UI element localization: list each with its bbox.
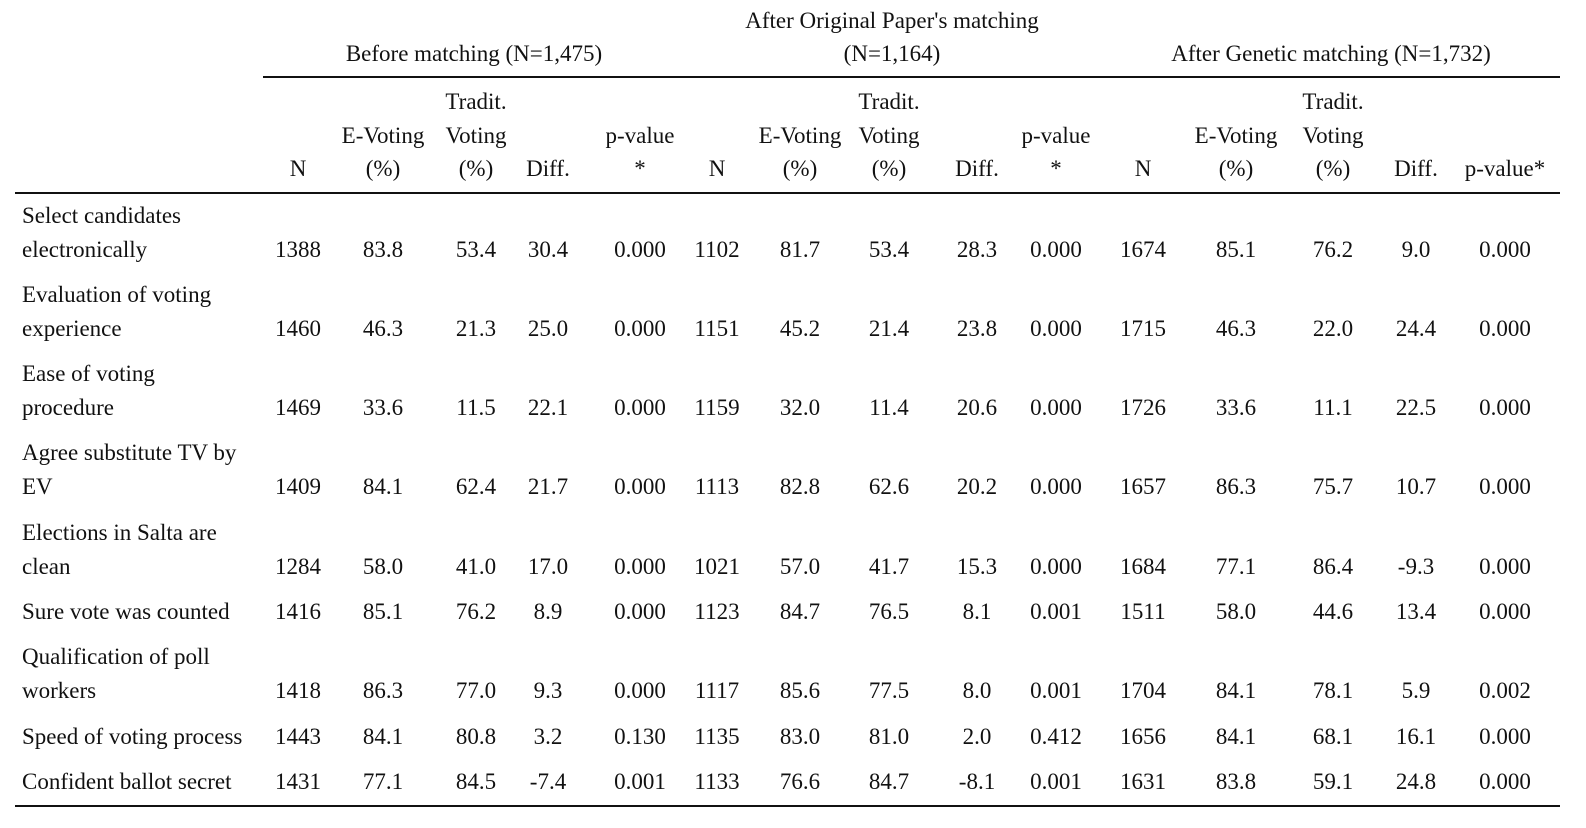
cell-diff-genetic: 24.8 xyxy=(1395,769,1437,794)
col-header-ev: E-Voting xyxy=(341,123,425,148)
col-header-n: N xyxy=(289,156,307,181)
row-label: Qualification of poll xyxy=(22,644,210,669)
cell-diff-genetic: 13.4 xyxy=(1395,599,1437,624)
cell-ev-before: 58.0 xyxy=(362,554,404,579)
cell-tv-genetic: 68.1 xyxy=(1312,724,1354,749)
cell-ev-original: 76.6 xyxy=(779,769,821,794)
cell-diff-before: 9.3 xyxy=(533,678,563,703)
cell-tv-genetic: 22.0 xyxy=(1312,316,1354,341)
cell-tv-genetic: 75.7 xyxy=(1312,474,1354,499)
row-label: Confident ballot secret xyxy=(22,769,232,794)
col-header-tv-2: Voting xyxy=(445,123,507,148)
cell-diff-before: 17.0 xyxy=(527,554,569,579)
cell-tv-before: 62.4 xyxy=(455,474,497,499)
cell-pvalue-original: 0.000 xyxy=(1030,395,1082,420)
col-header-ev: E-Voting xyxy=(1194,123,1278,148)
cell-n-genetic: 1715 xyxy=(1120,316,1166,341)
col-header-tv-unit: (%) xyxy=(871,156,907,181)
cell-ev-genetic: 86.3 xyxy=(1215,474,1257,499)
cell-ev-original: 81.7 xyxy=(779,237,821,262)
col-header-tv: Tradit. xyxy=(1302,89,1364,114)
cell-tv-before: 77.0 xyxy=(455,678,497,703)
cell-pvalue-before: 0.000 xyxy=(614,599,666,624)
cell-n-genetic: 1657 xyxy=(1120,474,1166,499)
col-header-diff: Diff. xyxy=(526,156,570,181)
cell-n-genetic: 1704 xyxy=(1120,678,1166,703)
cell-pvalue-genetic: 0.000 xyxy=(1479,724,1531,749)
cell-tv-original: 11.4 xyxy=(869,395,909,420)
row-label-continued: EV xyxy=(22,474,53,499)
cell-n-genetic: 1656 xyxy=(1120,724,1166,749)
cell-diff-genetic: 16.1 xyxy=(1395,724,1437,749)
cell-pvalue-before: 0.000 xyxy=(614,395,666,420)
cell-n-before: 1460 xyxy=(275,316,321,341)
cell-ev-genetic: 77.1 xyxy=(1215,554,1257,579)
group-header-original-line1: After Original Paper's matching xyxy=(745,8,1039,33)
cell-diff-before: 25.0 xyxy=(527,316,569,341)
row-label-continued: clean xyxy=(22,554,71,579)
col-header-pvalue-star: * xyxy=(1050,156,1062,181)
cell-pvalue-before: 0.000 xyxy=(614,474,666,499)
cell-tv-original: 41.7 xyxy=(868,554,910,579)
cell-n-original: 1123 xyxy=(694,599,740,624)
cell-n-original: 1133 xyxy=(694,769,740,794)
row-label: Sure vote was counted xyxy=(22,599,230,624)
cell-pvalue-genetic: 0.002 xyxy=(1479,678,1531,703)
cell-tv-original: 21.4 xyxy=(868,316,910,341)
cell-ev-genetic: 58.0 xyxy=(1215,599,1257,624)
cell-diff-original: 2.0 xyxy=(962,724,992,749)
row-label: Agree substitute TV by xyxy=(22,440,237,465)
cell-diff-genetic: -9.3 xyxy=(1397,554,1435,579)
cell-tv-before: 76.2 xyxy=(455,599,497,624)
cell-ev-before: 86.3 xyxy=(362,678,404,703)
cell-tv-genetic: 11.1 xyxy=(1313,395,1353,420)
cell-tv-genetic: 44.6 xyxy=(1312,599,1354,624)
cell-ev-before: 77.1 xyxy=(362,769,404,794)
cell-pvalue-before: 0.000 xyxy=(614,554,666,579)
header-rule xyxy=(15,192,1560,194)
cell-pvalue-genetic: 0.000 xyxy=(1479,237,1531,262)
col-header-tv-unit: (%) xyxy=(1315,156,1351,181)
cell-ev-before: 84.1 xyxy=(362,474,404,499)
cell-ev-original: 85.6 xyxy=(779,678,821,703)
cell-n-before: 1284 xyxy=(275,554,321,579)
cell-pvalue-genetic: 0.000 xyxy=(1479,599,1531,624)
cell-ev-genetic: 84.1 xyxy=(1215,724,1257,749)
col-header-tv-2: Voting xyxy=(858,123,920,148)
col-header-pvalue: p-value xyxy=(605,123,675,148)
col-header-ev-unit: (%) xyxy=(1218,156,1254,181)
cell-pvalue-original: 0.412 xyxy=(1030,724,1082,749)
cell-n-original: 1113 xyxy=(694,474,740,499)
group-header-rule xyxy=(263,76,1560,78)
group-header-genetic: After Genetic matching (N=1,732) xyxy=(1171,41,1491,66)
col-header-ev-unit: (%) xyxy=(365,156,401,181)
col-header-ev: E-Voting xyxy=(758,123,842,148)
cell-pvalue-original: 0.000 xyxy=(1030,237,1082,262)
cell-n-original: 1021 xyxy=(694,554,740,579)
cell-pvalue-original: 0.001 xyxy=(1030,678,1082,703)
cell-diff-genetic: 22.5 xyxy=(1395,395,1437,420)
cell-ev-before: 84.1 xyxy=(362,724,404,749)
cell-pvalue-before: 0.000 xyxy=(614,678,666,703)
col-header-diff: Diff. xyxy=(955,156,999,181)
cell-ev-original: 45.2 xyxy=(779,316,821,341)
bottom-rule xyxy=(15,805,1560,807)
cell-n-original: 1135 xyxy=(694,724,740,749)
cell-ev-original: 32.0 xyxy=(779,395,821,420)
cell-diff-original: 20.6 xyxy=(956,395,998,420)
cell-pvalue-genetic: 0.000 xyxy=(1479,554,1531,579)
group-header-before: Before matching (N=1,475) xyxy=(345,41,603,66)
cell-tv-genetic: 86.4 xyxy=(1312,554,1354,579)
cell-n-original: 1151 xyxy=(694,316,740,341)
cell-n-genetic: 1726 xyxy=(1120,395,1166,420)
cell-n-before: 1431 xyxy=(275,769,321,794)
cell-pvalue-original: 0.000 xyxy=(1030,474,1082,499)
cell-diff-genetic: 9.0 xyxy=(1401,237,1431,262)
col-header-tv-unit: (%) xyxy=(458,156,494,181)
cell-ev-original: 83.0 xyxy=(779,724,821,749)
row-label: Elections in Salta are xyxy=(22,520,217,545)
cell-pvalue-genetic: 0.000 xyxy=(1479,316,1531,341)
group-header-original-line2: (N=1,164) xyxy=(843,41,941,66)
row-label-continued: electronically xyxy=(22,237,148,262)
cell-pvalue-before: 0.001 xyxy=(614,769,666,794)
cell-ev-genetic: 46.3 xyxy=(1215,316,1257,341)
row-label: Speed of voting process xyxy=(22,724,243,749)
cell-diff-before: 3.2 xyxy=(533,724,563,749)
cell-tv-before: 84.5 xyxy=(455,769,497,794)
col-header-pvalue: p-value* xyxy=(1464,156,1546,181)
cell-diff-original: 8.1 xyxy=(962,599,992,624)
cell-diff-genetic: 5.9 xyxy=(1401,678,1431,703)
cell-pvalue-original: 0.000 xyxy=(1030,316,1082,341)
row-label-continued: workers xyxy=(22,678,97,703)
col-header-n: N xyxy=(1134,156,1152,181)
col-header-pvalue: p-value xyxy=(1021,123,1091,148)
cell-pvalue-original: 0.001 xyxy=(1030,599,1082,624)
cell-n-before: 1409 xyxy=(275,474,321,499)
cell-tv-genetic: 59.1 xyxy=(1312,769,1354,794)
cell-ev-before: 46.3 xyxy=(362,316,404,341)
cell-tv-before: 80.8 xyxy=(455,724,497,749)
cell-tv-original: 81.0 xyxy=(868,724,910,749)
cell-pvalue-genetic: 0.000 xyxy=(1479,474,1531,499)
col-header-tv: Tradit. xyxy=(445,89,507,114)
cell-tv-original: 62.6 xyxy=(868,474,910,499)
cell-n-genetic: 1511 xyxy=(1120,599,1166,624)
cell-diff-before: -7.4 xyxy=(529,769,567,794)
cell-tv-original: 53.4 xyxy=(868,237,910,262)
cell-ev-genetic: 33.6 xyxy=(1215,395,1257,420)
cell-diff-original: 15.3 xyxy=(956,554,998,579)
cell-n-before: 1418 xyxy=(275,678,321,703)
cell-tv-original: 84.7 xyxy=(868,769,910,794)
cell-tv-genetic: 78.1 xyxy=(1312,678,1354,703)
cell-diff-before: 22.1 xyxy=(527,395,569,420)
cell-n-before: 1469 xyxy=(275,395,321,420)
col-header-pvalue-star: * xyxy=(634,156,646,181)
col-header-ev-unit: (%) xyxy=(782,156,818,181)
col-header-tv: Tradit. xyxy=(858,89,920,114)
cell-tv-before: 53.4 xyxy=(455,237,497,262)
cell-ev-original: 84.7 xyxy=(779,599,821,624)
cell-diff-original: 20.2 xyxy=(956,474,998,499)
cell-tv-genetic: 76.2 xyxy=(1312,237,1354,262)
cell-pvalue-before: 0.130 xyxy=(614,724,666,749)
col-header-diff: Diff. xyxy=(1394,156,1438,181)
cell-diff-original: 8.0 xyxy=(962,678,992,703)
cell-tv-original: 77.5 xyxy=(868,678,910,703)
cell-pvalue-original: 0.000 xyxy=(1030,554,1082,579)
row-label-continued: experience xyxy=(22,316,122,341)
row-label: Select candidates xyxy=(22,203,182,228)
cell-ev-before: 85.1 xyxy=(362,599,404,624)
cell-diff-genetic: 10.7 xyxy=(1395,474,1437,499)
row-label: Evaluation of voting xyxy=(22,282,212,307)
cell-n-original: 1102 xyxy=(694,237,740,262)
cell-pvalue-genetic: 0.000 xyxy=(1479,395,1531,420)
cell-n-before: 1388 xyxy=(275,237,321,262)
cell-ev-genetic: 85.1 xyxy=(1215,237,1257,262)
cell-ev-before: 83.8 xyxy=(362,237,404,262)
cell-pvalue-genetic: 0.000 xyxy=(1479,769,1531,794)
cell-n-genetic: 1674 xyxy=(1120,237,1166,262)
cell-n-before: 1443 xyxy=(275,724,321,749)
cell-ev-original: 57.0 xyxy=(779,554,821,579)
col-header-tv-2: Voting xyxy=(1302,123,1364,148)
col-header-n: N xyxy=(708,156,726,181)
cell-tv-before: 21.3 xyxy=(455,316,497,341)
cell-n-genetic: 1631 xyxy=(1120,769,1166,794)
cell-n-before: 1416 xyxy=(275,599,321,624)
cell-ev-original: 82.8 xyxy=(779,474,821,499)
cell-diff-before: 21.7 xyxy=(527,474,569,499)
cell-ev-genetic: 84.1 xyxy=(1215,678,1257,703)
cell-diff-original: 23.8 xyxy=(956,316,998,341)
cell-pvalue-original: 0.001 xyxy=(1030,769,1082,794)
cell-n-original: 1159 xyxy=(694,395,740,420)
cell-diff-original: 28.3 xyxy=(956,237,998,262)
cell-diff-original: -8.1 xyxy=(958,769,996,794)
row-label-continued: procedure xyxy=(22,395,114,420)
cell-ev-genetic: 83.8 xyxy=(1215,769,1257,794)
cell-diff-before: 8.9 xyxy=(533,599,563,624)
cell-pvalue-before: 0.000 xyxy=(614,316,666,341)
cell-tv-before: 41.0 xyxy=(455,554,497,579)
cell-n-original: 1117 xyxy=(694,678,740,703)
cell-tv-original: 76.5 xyxy=(868,599,910,624)
cell-diff-genetic: 24.4 xyxy=(1395,316,1437,341)
cell-diff-before: 30.4 xyxy=(527,237,569,262)
cell-pvalue-before: 0.000 xyxy=(614,237,666,262)
cell-n-genetic: 1684 xyxy=(1120,554,1166,579)
cell-tv-before: 11.5 xyxy=(456,395,496,420)
row-label: Ease of voting xyxy=(22,361,155,386)
cell-ev-before: 33.6 xyxy=(362,395,404,420)
